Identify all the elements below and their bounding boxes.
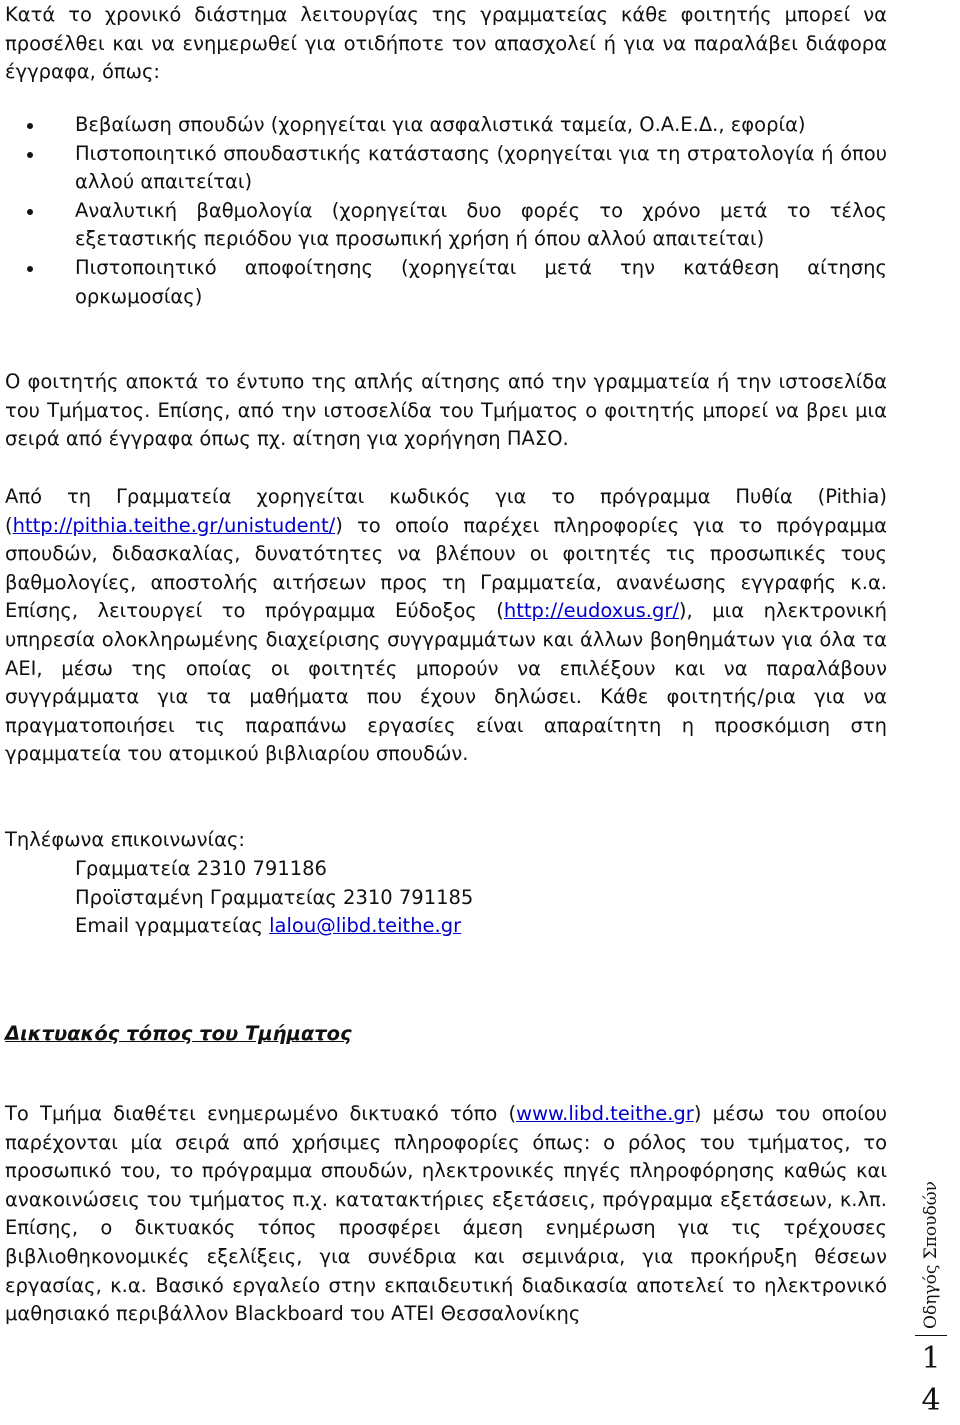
list-item-text: Πιστοποιητικό σπουδαστικής κατάστασης (χορηγείται για τη στρατολογία ή όπου αλλού απαιτείται) <box>75 141 887 194</box>
guide-side-label <box>917 1181 945 1329</box>
documents-list <box>5 111 887 311</box>
eudoxus-link[interactable]: http://eudoxus.gr/ <box>503 599 679 623</box>
pithia-text-3: ), μια ηλεκτρονική υπηρεσία ολοκληρωμένης διαχείρισης συγγραμμάτων και άλλων βοηθημάτων για όλα τα ΑΕΙ, μέσω της οποίας οι φοιτητές μπορούν να επιλέξουν και να παραλάβουν συγγράμματα για τα μαθήματα που έχουν δηλώσει. Κάθε φοιτητής/ρια για να πραγματοποιήσει τις παραπάνω εργασίες είναι απαραίτητη η προσκόμιση στη γραμματεία του ατομικού βιβλιαρίου σπουδών. <box>5 599 887 766</box>
form-paragraph: Ο φοιτητής αποκτά το έντυπο της απλής αίτησης από την γραμματεία ή την ιστοσελίδα του Τμήματος. Επίσης, από την ιστοσελίδα του Τμήματος ο φοιτητής μπορεί να βρει μια σειρά από έγγραφα όπως πχ. αίτηση για χορήγηση ΠΑΣΟ. <box>5 370 887 451</box>
email-link[interactable]: lalou@libd.teithe.gr <box>269 914 462 938</box>
phones-list <box>75 855 473 941</box>
list-item <box>5 111 887 140</box>
phone-head-of-secretariat: Προϊσταμένη Γραμματείας 2310 791185 <box>75 885 474 909</box>
pithia-text-1: Από τη Γραμματεία χορηγείται κωδικός για το πρόγραμμα Πυθία (Pithia) ( <box>5 485 887 537</box>
email-label: Email γραμματείας <box>75 914 270 938</box>
page-number-digit-2: 4 <box>921 1383 941 1418</box>
list-item-text: Βεβαίωση σπουδών (χορηγείται για ασφαλιστικά ταμεία, Ο.Α.Ε.Δ., εφορία) <box>75 113 806 136</box>
intro-paragraph: Κατά το χρονικό διάστημα λειτουργίας της γραμματείας κάθε φοιτητής μπορεί να προσέλθει και να ενημερωθεί για οτιδήποτε τον απασχολεί ή για να παραλάβει διάφορα έγγραφα, όπως: <box>5 3 887 84</box>
list-item <box>5 254 887 311</box>
website-text-1: Το Τμήμα διαθέτει ενημερωμένο δικτυακό τόπο ( <box>5 1102 517 1125</box>
email-row <box>75 912 473 941</box>
website-heading: Δικτυακός τόπος του Τμήματος <box>5 1022 352 1045</box>
website-text-2: ) μέσω του οποίου παρέχονται μία σειρά από χρήσιμες πληροφορίες όπως: ο ρόλος του τμήματος, το προσωπικό του, το πρόγραμμα σπουδών, ηλεκτρονικές πηγές πληροφόρησης καθώς και ανακοινώσεις του τμήματος π.χ. κατατακτήριες εξετάσεις, πρόγραμμα εξετάσεων, κ.λπ. Επίσης, ο δικτυακός τόπος προσφέρει άμεση ενημέρωση για τις τρέχουσες βιβλιοθηκονομικές εξελίξεις, για συνέδρια και σεμινάρια, για προκήρυξη θέσεων εργασίας, κ.α. Βασικό εργαλείο στην εκπαιδευτική διαδικασία αποτελεί το ηλεκτρονικό μαθησιακό περιβάλλον Blackboard του ΑΤΕΙ Θεσσαλονίκης <box>5 1102 887 1326</box>
bullet-icon <box>27 209 33 215</box>
list-item <box>5 140 887 197</box>
website-link[interactable]: www.libd.teithe.gr <box>516 1102 694 1125</box>
list-item-text: Πιστοποιητικό αποφοίτησης (χορηγείται μετά την κατάθεση αίτησης ορκωμοσίας) <box>75 255 887 308</box>
website-paragraph <box>5 1100 887 1329</box>
pithia-text-2: ) το οποίο παρέχει πληροφορίες για το πρόγραμμα σπουδών, διδασκαλίας, δυνατότητες να βλέπουν οι φοιτητές τις προσωπικές τους βαθμολογίες, αποστολής αιτήσεων προς τη Γραμματεία, ανανέωσης εγγραφής κ.α. Επίσης, λειτουργεί το πρόγραμμα Εύδοξος ( <box>5 513 887 623</box>
phones-title: Τηλέφωνα επικοινωνίας: <box>5 828 245 851</box>
bullet-icon <box>27 152 33 158</box>
bullet-icon <box>27 123 33 129</box>
page-number-digit-1: 1 <box>921 1341 941 1376</box>
list-item-text: Αναλυτική βαθμολογία (χορηγείται δυο φορές το χρόνο μετά το τέλος εξεταστικής περιόδου για προσωπική χρήση ή όπου αλλού απαιτείται) <box>75 198 887 251</box>
phone-secretariat: Γραμματεία 2310 791186 <box>75 857 327 880</box>
footer-divider <box>915 1335 947 1336</box>
pithia-link[interactable]: http://pithia.teithe.gr/unistudent/ <box>12 513 336 537</box>
pithia-paragraph <box>5 483 887 769</box>
bullet-icon <box>27 266 33 272</box>
guide-label-text: Οδηγός Σπουδών <box>921 1181 941 1329</box>
list-item <box>5 197 887 254</box>
